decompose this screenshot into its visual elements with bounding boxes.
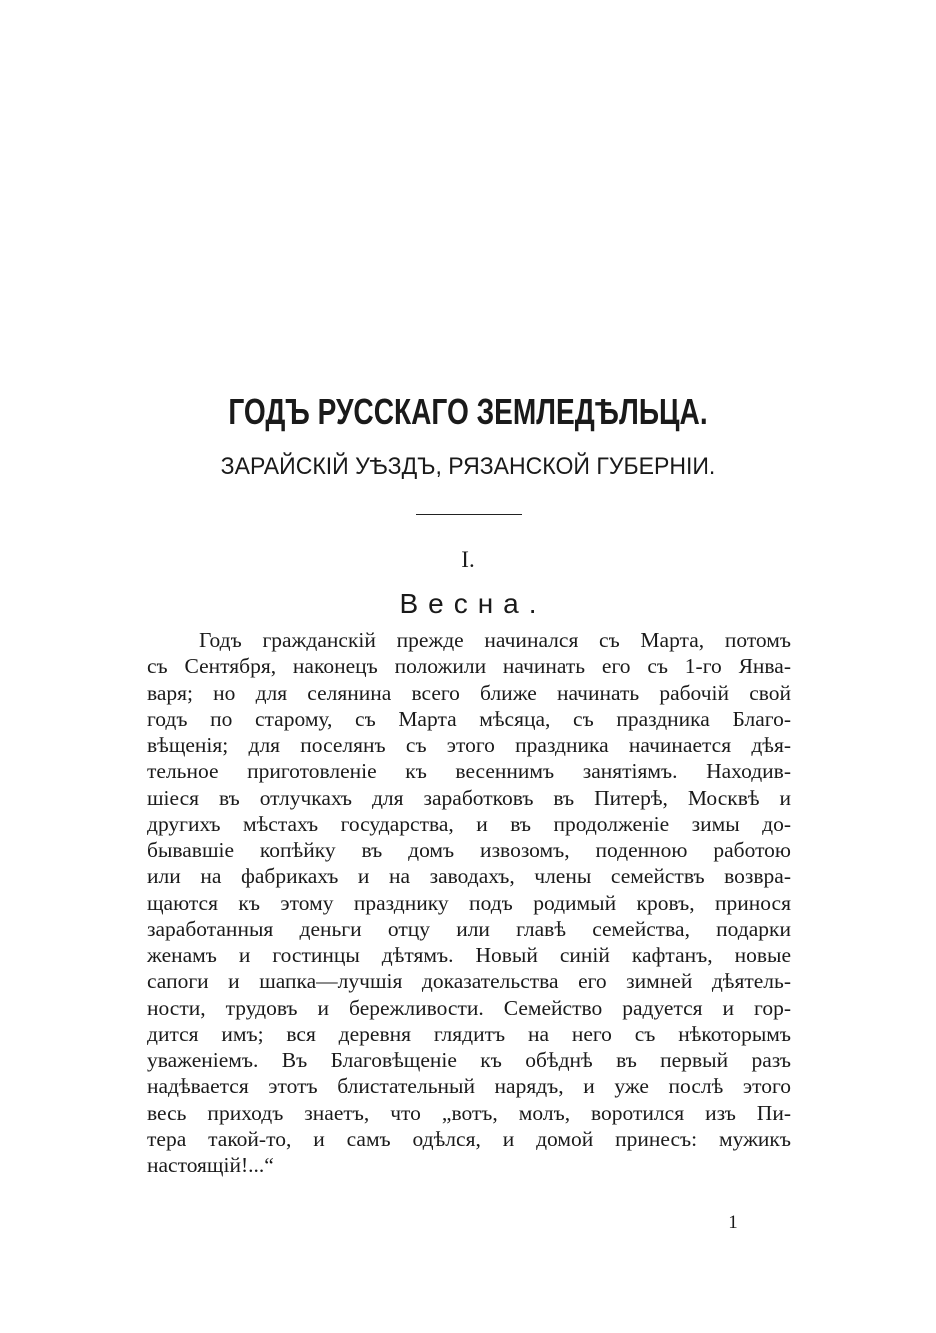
paragraph-line: другихъ мѣстахъ государства, и въ продолженіе зимы до-: [147, 811, 791, 836]
paragraph-line: уваженіемъ. Въ Благовѣщеніе къ обѣднѣ въ первый разъ: [147, 1048, 791, 1072]
chapter-title: Весна.: [399, 588, 547, 619]
paragraph-line: дится имъ; вся деревня глядитъ на него съ нѣкоторымъ: [147, 1021, 791, 1046]
paragraph-line: щаются къ этому празднику подъ родимый кровъ, принося: [147, 890, 791, 915]
paragraph-line: сапоги и шапка—лучшія доказательства его зимней дѣятель-: [147, 969, 791, 994]
body-paragraph: [147, 627, 791, 1178]
paragraph-line: шіеся въ отлучкахъ для заработковъ въ Питерѣ, Москвѣ и: [147, 785, 791, 810]
paragraph-line: варя; но для селянина всего ближе начинать рабочій свой: [147, 680, 791, 705]
paragraph-line: ности, трудовъ и бережливости. Семейство радуется и гор-: [147, 995, 791, 1020]
book-subtitle: ЗАРАЙСКІЙ УѢЗДЪ, РЯЗАНСКОЙ ГУБЕРНІИ.: [220, 453, 716, 480]
book-title: ГОДЪ РУССКАГО ЗЕМЛЕДѢЛЬЦА.: [228, 391, 708, 432]
paragraph-line: тельное приготовленіе къ весеннимъ занятіямъ. Находив-: [147, 759, 791, 784]
paragraph-line: съ Сентября, наконецъ положили начинать его съ 1-го Янва-: [147, 654, 791, 679]
paragraph-line: надѣвается этотъ блистательный нарядъ, и уже послѣ этого: [147, 1074, 791, 1099]
paragraph-line: бывавшіе копѣйку въ домъ извозомъ, поденною работою: [147, 838, 791, 862]
paragraph-line: Годъ гражданскій прежде начинался съ Марта, потомъ: [199, 628, 791, 652]
paragraph-line: весь приходъ знаетъ, что „вотъ, молъ, воротился изъ Пи-: [147, 1100, 791, 1125]
page-number: 1: [728, 1212, 738, 1233]
paragraph-line: или на фабрикахъ и на заводахъ, члены семействъ возвра-: [147, 864, 791, 889]
chapter-number: I.: [461, 547, 475, 572]
title-divider: [416, 514, 522, 515]
paragraph-line: годъ по старому, съ Марта мѣсяца, съ праздника Благо-: [147, 706, 791, 731]
paragraph-line: женамъ и гостинцы дѣтямъ. Новый синій кафтанъ, новые: [147, 943, 791, 967]
paragraph-line: вѣщенія; для поселянъ съ этого праздника начинается дѣя-: [147, 733, 791, 757]
paragraph-line: настоящій!...“: [147, 1153, 274, 1177]
paragraph-line: тера такой-то, и самъ одѣлся, и домой принесъ: мужикъ: [147, 1126, 791, 1151]
paragraph-line: заработанныя деньги отцу или главѣ семейства, подарки: [147, 916, 791, 941]
